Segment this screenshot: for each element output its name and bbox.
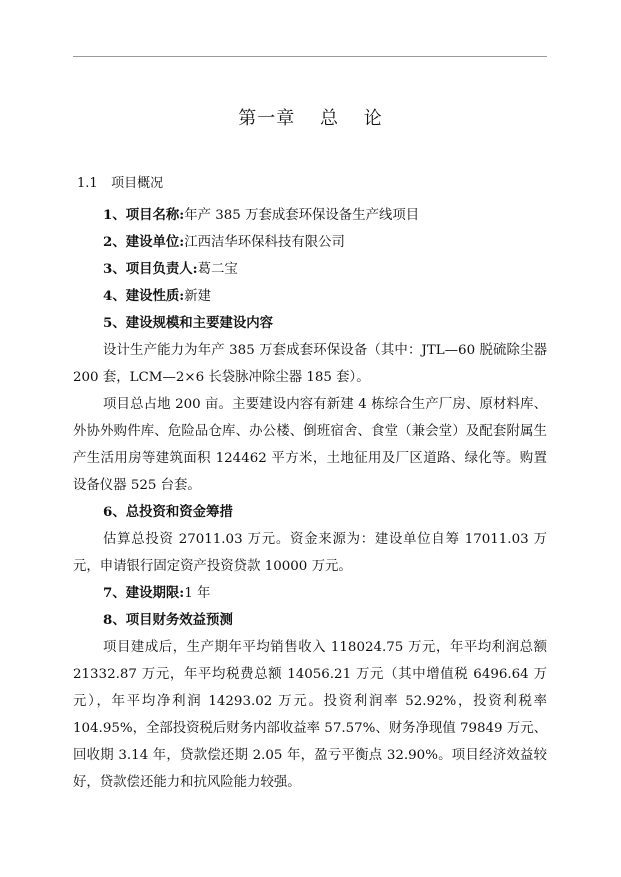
item-value: 年产 385 万套成套环保设备生产线项目 (184, 208, 420, 223)
item-label: 1、项目名称: (103, 207, 185, 223)
item-label: 6、总投资和资金筹措 (103, 504, 233, 520)
item-scale-content (73, 310, 547, 337)
chapter-title (0, 104, 621, 130)
paragraph-land-buildings: 项目总占地 200 亩。主要建设内容有新建 4 栋综合生产厂房、原材料库、外协外购件库、危险品仓库、办公楼、倒班宿舍、食堂（兼会堂）及配套附属生产生活用房等建筑面积 124462 平方米，土地征用及厂区道路、绿化等。购置设备仪器 525 台套。 (73, 397, 547, 493)
item-construction-nature (73, 283, 547, 310)
item-value: 江西洁华环保科技有限公司 (184, 235, 345, 250)
paragraph-capacity: 设计生产能力为年产 385 万套成套环保设备（其中：JTL—60 脱硫除尘器 200 套，LCM—2×6 长袋脉冲除尘器 185 套）。 (73, 343, 547, 385)
chapter-word-1: 总 (320, 108, 339, 129)
item-construction-period (73, 580, 547, 607)
item-label: 5、建设规模和主要建设内容 (103, 315, 274, 331)
section-title: 项目概况 (111, 176, 164, 191)
document-body (73, 202, 547, 796)
item-value: 葛二宝 (197, 262, 238, 277)
chapter-word-2: 论 (363, 108, 383, 129)
item-label: 3、项目负责人: (103, 261, 198, 277)
item-label: 8、项目财务效益预测 (103, 612, 233, 628)
section-heading (77, 172, 163, 191)
section-number: 1.1 (77, 176, 98, 191)
item-label: 7、建设期限: (103, 585, 185, 601)
item-construction-unit (73, 229, 547, 256)
chapter-number: 第一章 (238, 108, 296, 129)
item-value: 1 年 (184, 586, 211, 601)
item-financial-forecast (73, 607, 547, 634)
paragraph-financial: 项目建成后，生产期年平均销售收入 118024.75 万元，年平均利润总额 21332.87 万元，年平均税费总额 14056.21 万元（其中增值税 6496.64 万元），年平均净利润 14293.02 万元。投资利润率 52.92%，投资利税率 104.95%，全部投资税后财务内部收益率 57.57%、财务净现值 79849 万元、回收期 3.14 年，贷款偿还期 2.05 年，盈亏平衡点 32.90%。项目经济效益较好，贷款偿还能力和抗风险能力较强。 (73, 640, 547, 790)
item-label: 4、建设性质: (103, 288, 185, 304)
item-investment (73, 499, 547, 526)
item-value: 新建 (184, 289, 211, 304)
header-rule (73, 56, 547, 57)
item-project-leader (73, 256, 547, 283)
item-project-name (73, 202, 547, 229)
paragraph-investment: 估算总投资 27011.03 万元。资金来源为：建设单位自筹 17011.03 万元，申请银行固定资产投资贷款 10000 万元。 (73, 532, 547, 574)
item-label: 2、建设单位: (103, 234, 185, 250)
